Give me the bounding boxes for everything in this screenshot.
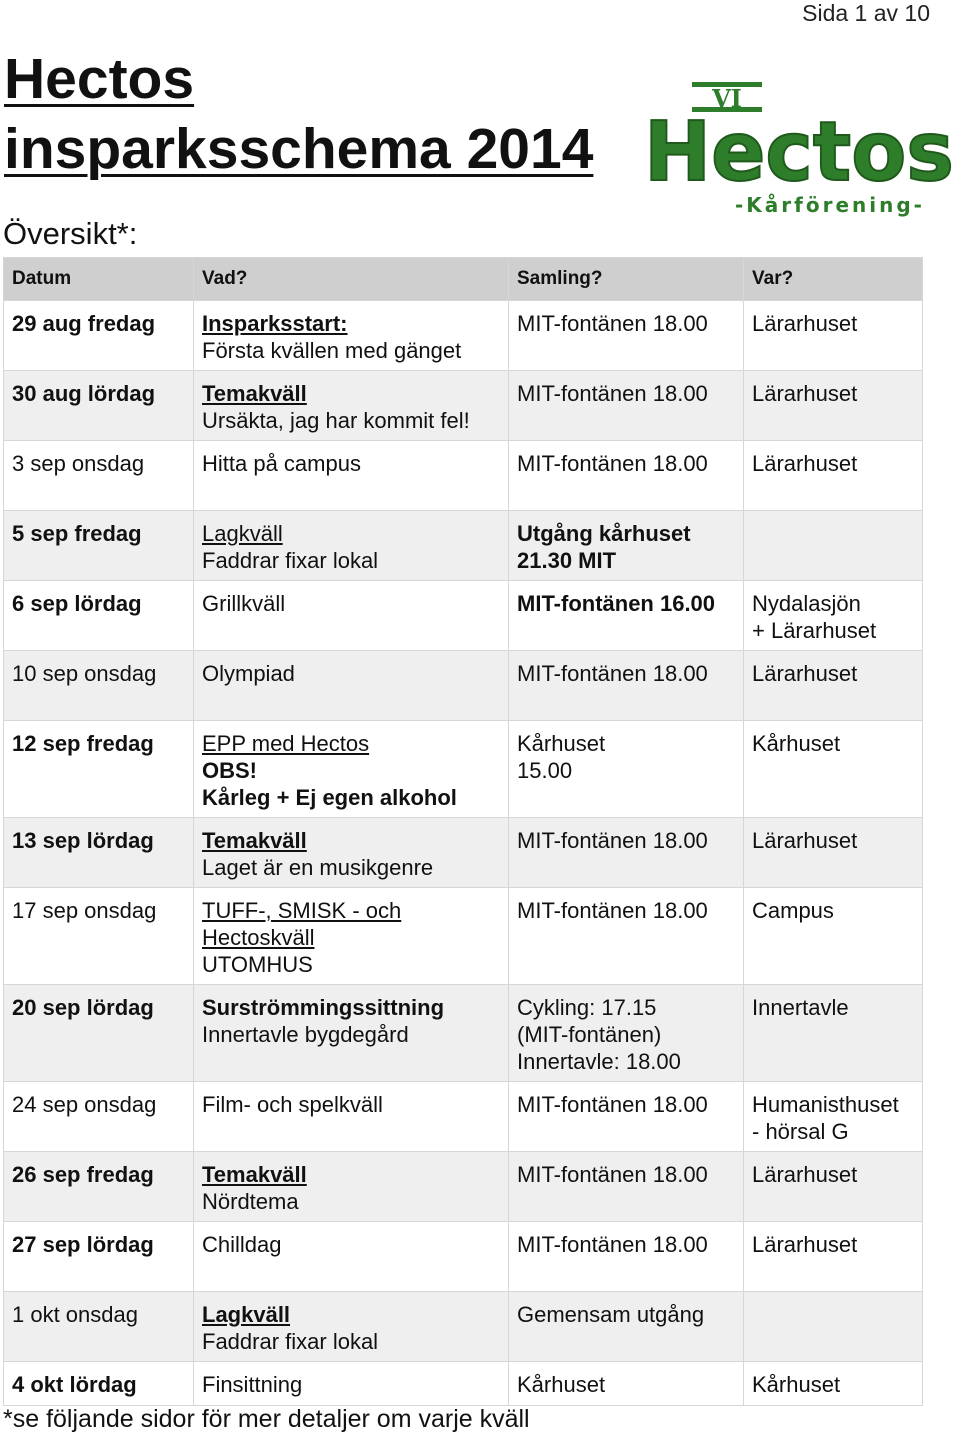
date-text: 3 sep onsdag	[12, 451, 145, 476]
meeting-text: MIT-fontänen 18.00	[517, 661, 708, 686]
date-text: 29 aug fredag	[12, 311, 156, 336]
date-text: 5 sep fredag	[12, 521, 142, 546]
header-what: Vad?	[194, 258, 509, 301]
cell-where	[744, 441, 923, 511]
cell-where	[744, 1222, 923, 1292]
event-text: Olympiad	[202, 661, 295, 686]
event-text: Chilldag	[202, 1232, 282, 1257]
meeting-text: MIT-fontänen 16.00	[517, 591, 716, 616]
meeting-text: Kårhuset	[517, 1372, 606, 1397]
cell-what	[194, 511, 509, 581]
cell-date	[4, 1222, 194, 1292]
date-text: 20 sep lördag	[12, 995, 154, 1020]
meeting-text: MIT-fontänen 18.00	[517, 1092, 708, 1117]
cell-meeting	[509, 1222, 744, 1292]
table-header-row	[4, 258, 923, 301]
event-text: Laget är en musikgenre	[202, 855, 434, 880]
cell-meeting	[509, 441, 744, 511]
table-row	[4, 1082, 923, 1152]
cell-where	[744, 1152, 923, 1222]
table-row	[4, 888, 923, 985]
cell-what	[194, 581, 509, 651]
meeting-text: MIT-fontänen 18.00	[517, 381, 708, 406]
event-text: Lagkväll	[202, 521, 283, 546]
location-text: Kårhuset	[752, 1372, 841, 1397]
cell-what	[194, 371, 509, 441]
cell-where	[744, 1292, 923, 1362]
location-text: Lärarhuset	[752, 311, 858, 336]
location-text: Lärarhuset	[752, 1232, 858, 1257]
table-row	[4, 371, 923, 441]
cell-what	[194, 1292, 509, 1362]
cell-where	[744, 888, 923, 985]
cell-date	[4, 651, 194, 721]
event-text: Surströmmingssittning	[202, 995, 445, 1020]
cell-date	[4, 721, 194, 818]
cell-what	[194, 651, 509, 721]
location-text: - hörsal G	[752, 1119, 849, 1144]
date-text: 1 okt onsdag	[12, 1302, 138, 1327]
meeting-text: Innertavle: 18.00	[517, 1049, 681, 1074]
cell-date	[4, 1082, 194, 1152]
table-row	[4, 721, 923, 818]
cell-where	[744, 1362, 923, 1406]
cell-where	[744, 1082, 923, 1152]
header-where: Var?	[744, 258, 923, 301]
cell-meeting	[509, 651, 744, 721]
table-row	[4, 301, 923, 371]
header-date: Datum	[4, 258, 194, 301]
location-text: + Lärarhuset	[752, 618, 877, 643]
cell-what	[194, 721, 509, 818]
overview-heading: Översikt*:	[3, 216, 138, 251]
cell-what	[194, 1362, 509, 1406]
cell-meeting	[509, 888, 744, 985]
svg-text:VI: VI	[712, 84, 742, 113]
table-row	[4, 818, 923, 888]
hectos-logo	[640, 80, 958, 220]
cell-where	[744, 651, 923, 721]
cell-date	[4, 301, 194, 371]
event-text: Lagkväll	[202, 1302, 291, 1327]
cell-where	[744, 511, 923, 581]
event-text: Hectoskväll	[202, 925, 315, 950]
date-text: 12 sep fredag	[12, 731, 154, 756]
cell-what	[194, 1222, 509, 1292]
date-text: 27 sep lördag	[12, 1232, 154, 1257]
meeting-text: MIT-fontänen 18.00	[517, 1162, 708, 1187]
cell-what	[194, 1082, 509, 1152]
cell-date	[4, 818, 194, 888]
meeting-text: MIT-fontänen 18.00	[517, 1232, 708, 1257]
meeting-text: Gemensam utgång	[517, 1302, 705, 1327]
location-text: Innertavle	[752, 995, 849, 1020]
cell-date	[4, 1152, 194, 1222]
meeting-text: Cykling: 17.15	[517, 995, 657, 1020]
cell-date	[4, 441, 194, 511]
table-row	[4, 441, 923, 511]
cell-where	[744, 985, 923, 1082]
table-row	[4, 651, 923, 721]
page-number: Sida 1 av 10	[802, 0, 930, 26]
footnote: *se följande sidor för mer detaljer om varje kväll	[3, 1405, 530, 1433]
event-text: Temakväll	[202, 1162, 307, 1187]
cell-date	[4, 1292, 194, 1362]
event-text: Insparksstart:	[202, 311, 348, 336]
event-text: OBS!	[202, 758, 257, 783]
location-text: Nydalasjön	[752, 591, 861, 616]
location-text: Lärarhuset	[752, 661, 858, 686]
event-text: Film- och spelkväll	[202, 1092, 383, 1117]
location-text: Lärarhuset	[752, 1162, 858, 1187]
event-text: Kårleg + Ej egen alkohol	[202, 785, 457, 810]
event-text: Innertavle bygdegård	[202, 1022, 409, 1047]
date-text: 13 sep lördag	[12, 828, 154, 853]
cell-meeting	[509, 1082, 744, 1152]
cell-date	[4, 581, 194, 651]
cell-date	[4, 371, 194, 441]
page-title: Hectos insparksschema 2014	[4, 47, 594, 181]
meeting-text: 15.00	[517, 758, 573, 783]
cell-meeting	[509, 1362, 744, 1406]
event-text: Temakväll	[202, 828, 307, 853]
cell-where	[744, 581, 923, 651]
event-text: Grillkväll	[202, 591, 286, 616]
meeting-text: MIT-fontänen 18.00	[517, 828, 708, 853]
date-text: 24 sep onsdag	[12, 1092, 157, 1117]
cell-where	[744, 371, 923, 441]
cell-meeting	[509, 581, 744, 651]
event-text: UTOMHUS	[202, 952, 313, 977]
table-row	[4, 581, 923, 651]
schedule-table	[3, 257, 923, 1406]
cell-meeting	[509, 511, 744, 581]
event-text: Faddrar fixar lokal	[202, 1329, 379, 1354]
cell-what	[194, 985, 509, 1082]
cell-what	[194, 1152, 509, 1222]
cell-date	[4, 985, 194, 1082]
cell-where	[744, 721, 923, 818]
event-text: Finsittning	[202, 1372, 303, 1397]
table-row	[4, 1362, 923, 1406]
date-text: 4 okt lördag	[12, 1372, 137, 1397]
logo-subtitle: -Kårförening-	[735, 193, 925, 217]
date-text: 17 sep onsdag	[12, 898, 157, 923]
date-text: 10 sep onsdag	[12, 661, 157, 686]
cell-what	[194, 301, 509, 371]
table-row	[4, 985, 923, 1082]
date-text: 30 aug lördag	[12, 381, 156, 406]
cell-meeting	[509, 1152, 744, 1222]
cell-meeting	[509, 818, 744, 888]
location-text: Lärarhuset	[752, 828, 858, 853]
table-row	[4, 511, 923, 581]
header-meeting: Samling?	[509, 258, 744, 301]
location-text: Campus	[752, 898, 834, 923]
meeting-text: (MIT-fontänen)	[517, 1022, 662, 1047]
location-text: Humanisthuset	[752, 1092, 899, 1117]
cell-meeting	[509, 721, 744, 818]
event-text: TUFF-, SMISK - och	[202, 898, 402, 923]
event-text: Faddrar fixar lokal	[202, 548, 379, 573]
cell-meeting	[509, 985, 744, 1082]
cell-meeting	[509, 371, 744, 441]
event-text: Första kvällen med gänget	[202, 338, 462, 363]
cell-where	[744, 301, 923, 371]
date-text: 6 sep lördag	[12, 591, 142, 616]
table-row	[4, 1292, 923, 1362]
logo-wordmark: Hectos	[644, 105, 954, 200]
cell-date	[4, 511, 194, 581]
meeting-text: 21.30 MIT	[517, 548, 617, 573]
cell-date	[4, 1362, 194, 1406]
date-text: 26 sep fredag	[12, 1162, 154, 1187]
cell-date	[4, 888, 194, 985]
meeting-text: Utgång kårhuset	[517, 521, 691, 546]
table-row	[4, 1152, 923, 1222]
meeting-text: MIT-fontänen 18.00	[517, 451, 708, 476]
location-text: Lärarhuset	[752, 451, 858, 476]
cell-where	[744, 818, 923, 888]
meeting-text: MIT-fontänen 18.00	[517, 311, 708, 336]
table-row	[4, 1222, 923, 1292]
meeting-text: Kårhuset	[517, 731, 606, 756]
cell-what	[194, 888, 509, 985]
event-text: Ursäkta, jag har kommit fel!	[202, 408, 470, 433]
event-text: Temakväll	[202, 381, 307, 406]
location-text: Lärarhuset	[752, 381, 858, 406]
cell-what	[194, 818, 509, 888]
cell-meeting	[509, 301, 744, 371]
event-text: Hitta på campus	[202, 451, 361, 476]
cell-meeting	[509, 1292, 744, 1362]
cell-what	[194, 441, 509, 511]
meeting-text: MIT-fontänen 18.00	[517, 898, 708, 923]
event-text: EPP med Hectos	[202, 731, 370, 756]
event-text: Nördtema	[202, 1189, 299, 1214]
location-text: Kårhuset	[752, 731, 841, 756]
